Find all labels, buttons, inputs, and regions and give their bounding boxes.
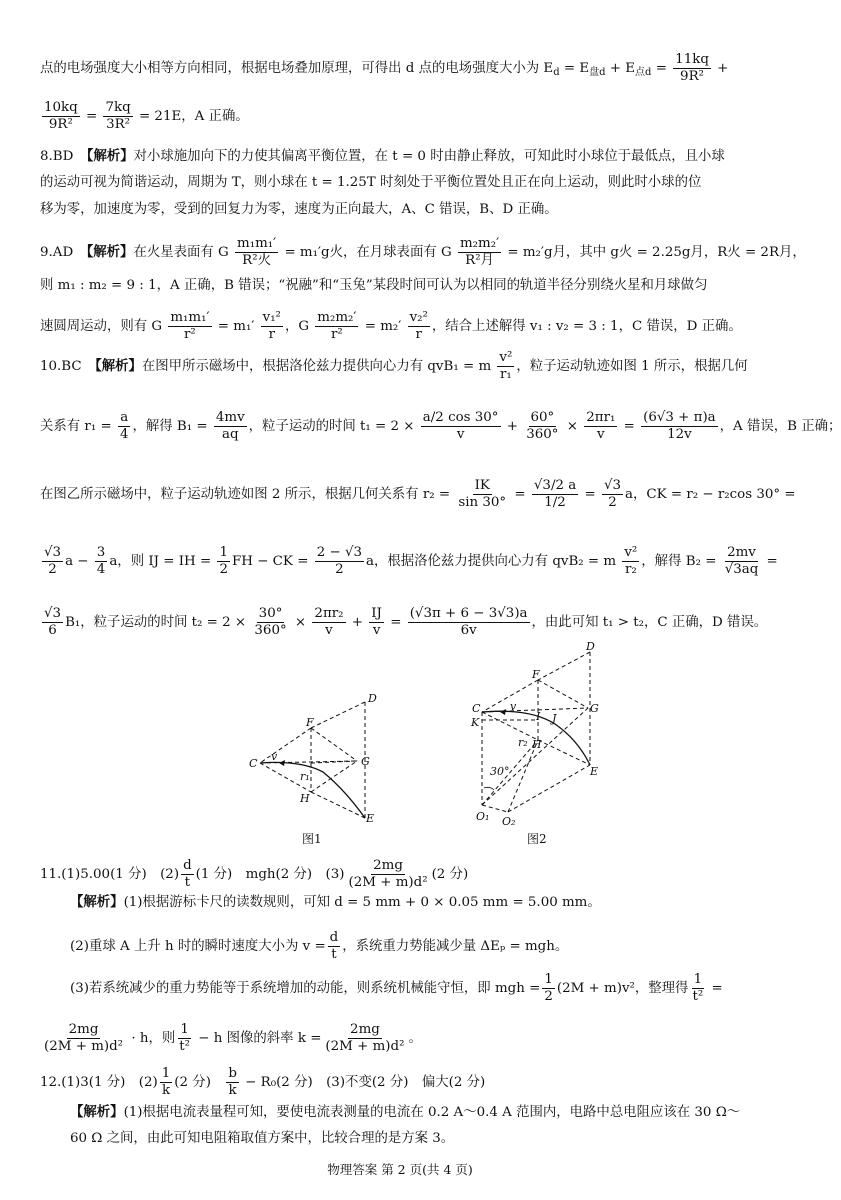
label-r1: r₁ <box>300 770 310 783</box>
label-angle: 30° <box>490 765 510 778</box>
label-D2: D <box>586 640 595 653</box>
q10-line2: 关系有 r₁ = $\frac{a}{4}$ ，解得 B₁ = $\frac{4mv}{aq}$ ，粒子运动的时间 t₁ = 2 × $\frac{a/2 \cos 30^\circ}{v}$ + $\frac{60^\circ}{360^\circ}$ × $\frac{\text{2πr₁}}{v}$ = $\frac{(6√3 + \pi)a}{12v}$ ，A 错误，B 正确； <box>40 410 841 442</box>
q9-line1: 9.AD 【解析】在火星表面有 G $\frac{\text{m₁m₁′}}{\text{R²火}}$ = m₁′g火，在月球表面有 G $\frac{\text{m₂m₂′}}{\text{R²月}}$ = m₂′g月，其中 g火 = 2.25g月，R火 = 2R月， <box>40 236 806 268</box>
label-O2: O₂ <box>502 815 516 828</box>
label-r2: r₂ <box>518 736 528 749</box>
q9-line3: 速圆周运动，则有 G $\frac{\text{m₁m₁′}}{\text{r²}}$ = m₁′ $\frac{\text{v₁²}}{r}$ ，G $\frac{\text{m₂m₂′}}{\text{r²}}$ = m₂′ $\frac{\text{v₂²}}{r}$ ，结合上述解得 v₁ : v₂ = 3 : 1，C 错误，D 正确。 <box>40 310 742 342</box>
figure-2 <box>470 640 620 830</box>
figure-1 <box>245 680 395 830</box>
q11-line3: (3)若系统减少的重力势能等于系统增加的动能，则系统机械能守恒，即 mgh = $\frac{1}{2}$ (2M + m)v²，整理得 $\frac{1}{\text{t²}}$ = <box>70 972 723 1004</box>
q11-answer-line: 11.(1)5.00(1 分) (2) $\frac{d}{t}$ (1 分) mgh(2 分) (3) $\frac{2mg}{\text{(2M + m)d²}}$ (2 分) <box>40 858 469 890</box>
figure-1-caption: 图1 <box>302 832 322 846</box>
q12-answer-line: 12.(1)3(1 分) (2) $\frac{1}{k}$ (2 分) $\frac{b}{k}$ − R₀(2 分) (3)不变(2 分) 偏大(2 分) <box>40 1066 486 1098</box>
label-H2: H <box>532 738 542 751</box>
label-J2: J <box>552 712 557 725</box>
q8-line2: 的运动可视为简谐运动，周期为 T，则小球在 t = 1.25T 时刻处于平衡位置处且正在向上运动，则此时小球的位 <box>40 175 702 190</box>
fraction: $\frac{11kq}{\text{9R²}}$ <box>675 52 709 84</box>
q11-line1: 【解析】(1)根据游标卡尺的读数规则，可知 d = 5 mm + 0 × 0.05 mm = 5.00 mm。 <box>70 894 601 910</box>
label-G: G <box>361 755 370 768</box>
label-D: D <box>368 692 377 705</box>
q10-line1: 10.BC 【解析】在图甲所示磁场中，根据洛伦兹力提供向心力有 qvB₁ = m $\frac{\text{v²}}{\text{r₁}}$ ，粒子运动轨迹如图 1 所示，根据几何 <box>40 350 748 382</box>
label-v: v <box>271 750 278 763</box>
q8-line1: 8.BD 【解析】对小球施加向下的力使其偏离平衡位置，在 t = 0 时由静止释放，可知此时小球位于最低点，且小球 <box>40 148 725 164</box>
q10-line5: $\frac{√3}{6}$ B₁，粒子运动的时间 t₂ = 2 × $\frac{30^\circ}{360^\circ}$ × $\frac{\text{2πr₂}}{v}$ + $\frac{IJ}{v}$ = $\frac{(√3\pi + 6 - 3√3)a}{6v}$ ，由此可知 t₁ > t₂，C 正确，D 错误。 <box>44 606 768 638</box>
page-footer: 物理答案 第 2 页(共 4 页) <box>327 1162 473 1177</box>
q10-line4: $\frac{√3}{2}$ a − $\frac{3}{4}$ a，则 IJ = IH = $\frac{1}{2}$ FH − CK = $\frac{2 - √3}{2}$ a，根据洛伦兹力提供向心力有 qvB₂ = m $\frac{\text{v²}}{\text{r₂}}$ ，解得 B₂ = $\frac{2mv}{√3aq}$ = <box>44 545 778 577</box>
q8-line3: 移为零，加速度为零，受到的回复力为零，速度为正向最大，A、C 错误，B、D 正确。 <box>40 202 558 217</box>
label-G2: G <box>590 702 599 715</box>
q12-line2: 60 Ω 之间，由此可知电阻箱取值方案中，比较合理的是方案 3。 <box>70 1131 455 1146</box>
label-O1: O₁ <box>476 810 490 823</box>
label-F2: F <box>532 668 540 681</box>
label-E2: E <box>590 765 599 778</box>
label-K2: K <box>471 716 480 729</box>
label-E: E <box>366 812 375 825</box>
label-C: C <box>249 757 258 770</box>
label-H: H <box>300 792 310 805</box>
q11-line4: $\frac{2mg}{\text{(2M + m)d²}}$ · h，则 $\frac{1}{\text{t²}}$ − h 图像的斜率 k = $\frac{2mg}{\text{(2M + m)d²}}$ 。 <box>44 1022 422 1054</box>
q11-line2: (2)重球 A 上升 h 时的瞬时速度大小为 v = $\frac{d}{t}$ ，系统重力势能减少量 ΔEₚ = mgh。 <box>70 930 569 962</box>
figure-2-caption: 图2 <box>527 832 547 846</box>
q12-line1: 【解析】(1)根据电流表量程可知，要使电流表测量的电流在 0.2 A～0.4 A 范围内，电路中总电阻应该在 30 Ω～ <box>70 1104 741 1120</box>
text-line: 点的电场强度大小相等方向相同，根据电场叠加原理，可得出 d 点的电场强度大小为 $E_d = E_{盘d} + E_{点d}$ = $\frac{11kq}{\text{9R²}}$ + <box>40 52 729 84</box>
label-v2: v <box>510 700 517 713</box>
label-C2: C <box>472 702 481 715</box>
q10-line3: 在图乙所示磁场中，粒子运动轨迹如图 2 所示，根据几何关系有 r₂ = $\frac{IK}{\sin 30^\circ}$ = $\frac{√3/2 a}{1/2}$ = $\frac{√3}{2}$ a，CK = r₂ − r₂cos 30° = <box>40 478 796 510</box>
text-line: $\frac{10kq}{\text{9R²}}$ = $\frac{7kq}{\text{3R²}}$ = 21E，A 正确。 <box>44 100 249 132</box>
label-F: F <box>306 716 314 729</box>
q9-line2: 则 m₁ : m₂ = 9 : 1，A 正确，B 错误；“祝融”和“玉兔”某段时间可认为以相同的轨道半径分别绕火星和月球做匀 <box>40 278 708 293</box>
label-I2: I <box>536 710 541 723</box>
